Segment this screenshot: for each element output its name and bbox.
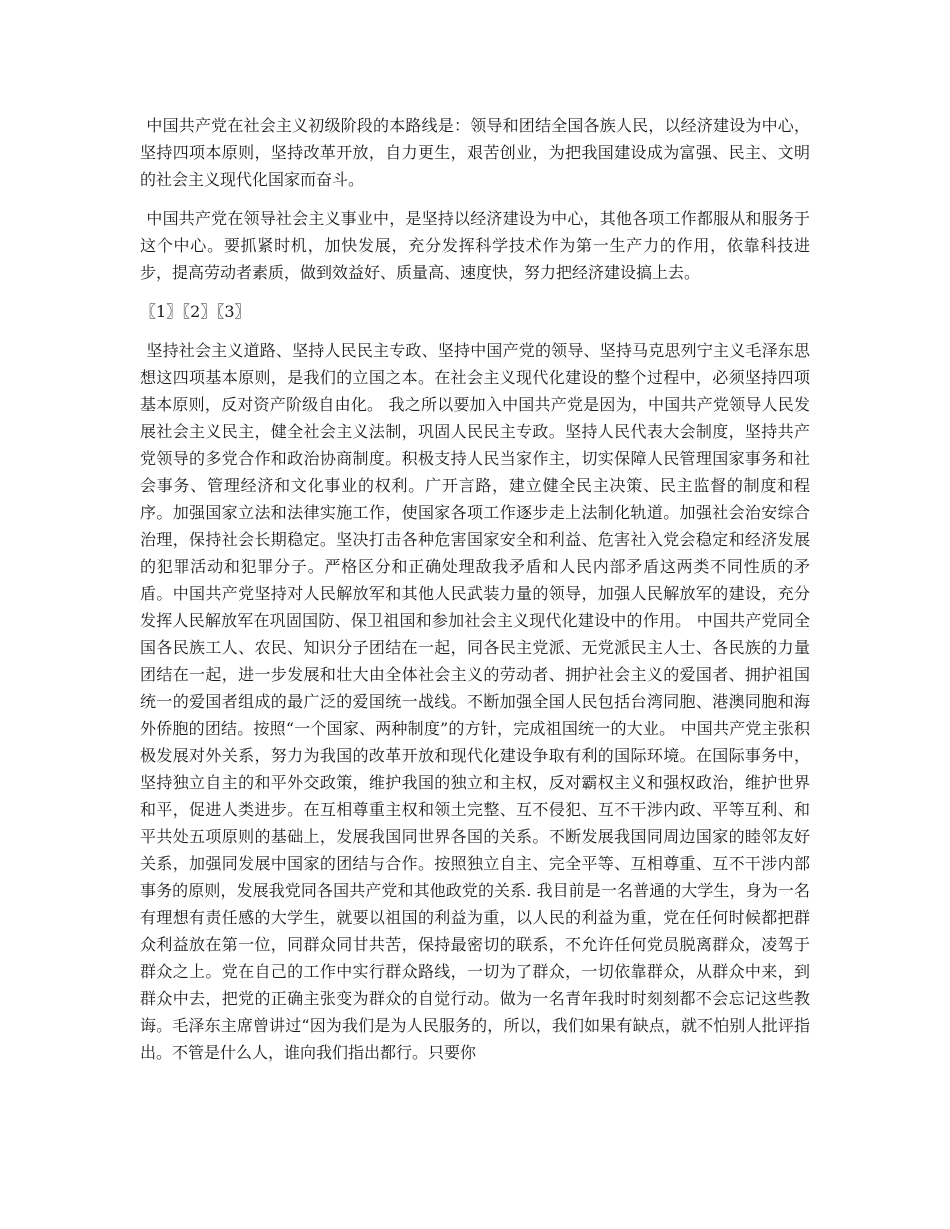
paragraph-economic-construction: 中国共产党在领导社会主义事业中，是坚持以经济建设为中心，其他各项工作都服从和服务于这个中心。要抓紧时机，加快发展，充分发挥科学技术作为第一生产力的作用，依靠科技进步，提高劳动者素质，做到效益好、质量高、速度快，努力把经济建设搞上去。 <box>140 209 810 282</box>
paragraph-basic-line: 中国共产党在社会主义初级阶段的本路线是：领导和团结全国各族人民，以经济建设为中心，坚持四项本原则，坚持改革开放，自力更生，艰苦创业，为把我国建设成为富强、民主、文明的社会主义现代化国家而奋斗。 <box>140 116 810 189</box>
paragraph-four-principles: 坚持社会主义道路、坚持人民民主专政、坚持中国产党的领导、坚持马克思列宁主义毛泽东思想这四项基本原则，是我们的立国之本。在社会主义现代化建设的整个过程中，必须坚持四项基本原则，反对资产阶级自由化。 我之所以要加入中国共产党是因为，中国共产党领导人民发展社会主义民主，健全社会主义法制，巩固人民民主专政。坚持人民代表大会制度，坚持共产党领导的多党合作和政治协商制度。积极支持人民当家作主，切实保障人民管理国家事务和社会事务、管理经济和文化事业的权利。广开言路，建立健全民主决策、民主监督的制度和程序。加强国家立法和法律实施工作，使国家各项工作逐步走上法制化轨道。加强社会治安综合治理，保持社会长期稳定。坚决打击各种危害国家安全和利益、危害社入党会稳定和经济发展的犯罪活动和犯罪分子。严格区分和正确处理敌我矛盾和人民内部矛盾这两类不同性质的矛盾。中国共产党坚持对人民解放军和其他人民武装力量的领导，加强人民解放军的建设，充分发挥人民解放军在巩固国防、保卫祖国和参加社会主义现代化建设中的作用。 中国共产党同全国各民族工人、农民、知识分子团结在一起，同各民主党派、无党派民主人士、各民族的力量团结在一起，进一步发展和壮大由全体社会主义的劳动者、拥护社会主义的爱国者、拥护祖国统一的爱国者组成的最广泛的爱国统一战线。不断加强全国人民包括台湾同胞、港澳同胞和海外侨胞的团结。按照“一个国家、两种制度”的方针，完成祖国统一的大业。 中国共产党主张积极发展对外关系，努力为我国的改革开放和现代化建设争取有利的国际环境。在国际事务中，坚持独立自主的和平外交政策，维护我国的独立和主权，反对霸权主义和强权政治，维护世界和平，促进人类进步。在互相尊重主权和领土完整、互不侵犯、互不干涉内政、平等互利、和平共处五项原则的基础上，发展我国同世界各国的关系。不断发展我国同周边国家的睦邻友好关系，加强同发展中国家的团结与合作。按照独立自主、完全平等、互相尊重、互不干涉内部事务的原则，发展我党同各国共产党和其他政党的关系. 我目前是一名普通的大学生，身为一名有理想有责任感的大学生，就要以祖国的利益为重，以人民的利益为重，党在任何时候都把群众利益放在第一位，同群众同甘共苦，保持最密切的联系，不允许任何党员脱离群众，凌驾于群众之上。党在自己的工作中实行群众路线，一切为了群众，一切依靠群众，从群众中来，到群众中去，把党的正确主张变为群众的自觉行动。做为一名青年我时时刻刻都不会忘记这些教诲。毛泽东主席曾讲过“因为我们是为人民服务的，所以，我们如果有缺点，就不怕别人批评指出。不管是什么人，谁向我们指出都行。只要你 <box>140 341 810 1062</box>
document-body <box>140 112 810 1066</box>
reference-markers: 〖1〗〖2〗〖3〗 <box>140 302 251 321</box>
